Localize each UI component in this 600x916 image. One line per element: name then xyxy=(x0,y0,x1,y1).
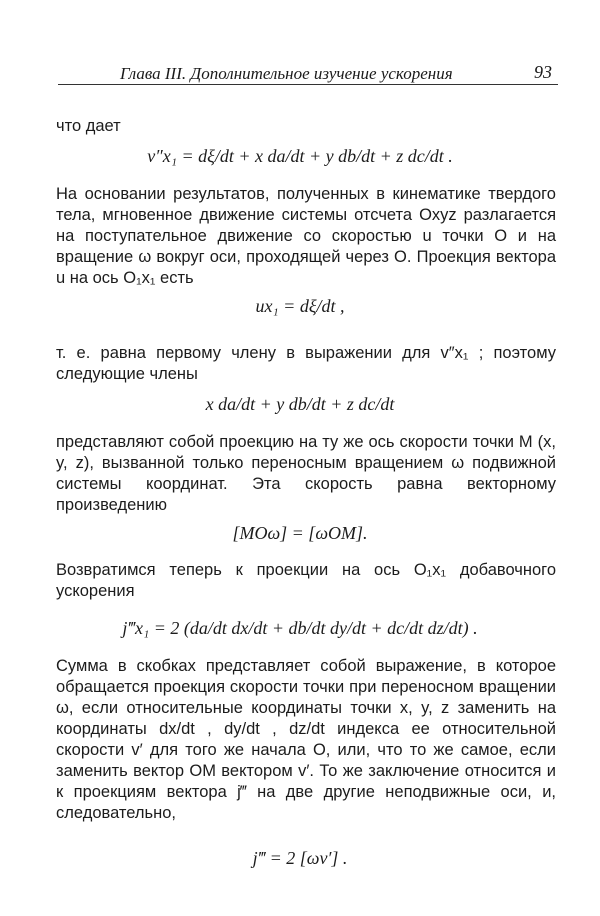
paragraph-first-term: т. е. равна первому члену в выражении для v″x₁ ; поэтому следующие члены xyxy=(56,344,556,383)
formula-j-final: j‴ = 2 [ωv′] . xyxy=(252,848,348,868)
paragraph-kinematics: На основании результатов, полученных в кинематике твердого тела, мгновенное движение системы отсчета Oxyz разлагается на поступательное движение со скоростью u точки O и на вращение ω вокруг оси, проходящей через O. Проекция вектора u на ось O₁x₁ есть xyxy=(56,185,556,287)
paragraph-rotation-velocity: представляют собой проекцию на ту же ось скорости точки M (x, y, z), вызванной только переносным вращением ω подвижной системы координат. Эта скорость равна векторному произведению xyxy=(56,433,556,514)
running-header xyxy=(58,60,558,85)
formula-velocity-projection: v″x₁ = dξ/dt + x da/dt + y db/dt + z dc/dt . xyxy=(147,146,453,166)
formula-j-projection: j‴x₁ = 2 (da/dt dx/dt + db/dt dy/dt + dc/dt dz/dt) . xyxy=(122,618,478,638)
paragraph-sum-in-brackets: Сумма в скобках представляет собой выражение, в которое обращается проекция скорости точки при переносном вращении ω, если относительные координаты точки x, y, z заменить на координаты dx/dt , dy/dt , dz/dt индекса ее относительной скорости v′ для того же начала O, или, что то же самое, если заменить вектор OM вектором v′. То же заключение относится и к проекциям вектора j‴ на две другие неподвижные оси, и, следовательно, xyxy=(56,657,556,822)
paragraph-additional-acceleration: Возвратимся теперь к проекции на ось O₁x₁ добавочного ускорения xyxy=(56,561,556,600)
paragraph-intro: что дает xyxy=(56,117,121,135)
formula-u-projection: ux₁ = dξ/dt , xyxy=(255,296,345,316)
formula-remaining-terms: x da/dt + y db/dt + z dc/dt xyxy=(205,394,395,414)
chapter-title: Глава III. Дополнительное изучение ускорения xyxy=(120,64,453,83)
formula-vector-product: [MOω] = [ωOM]. xyxy=(232,523,368,543)
page-number: 93 xyxy=(534,62,552,82)
